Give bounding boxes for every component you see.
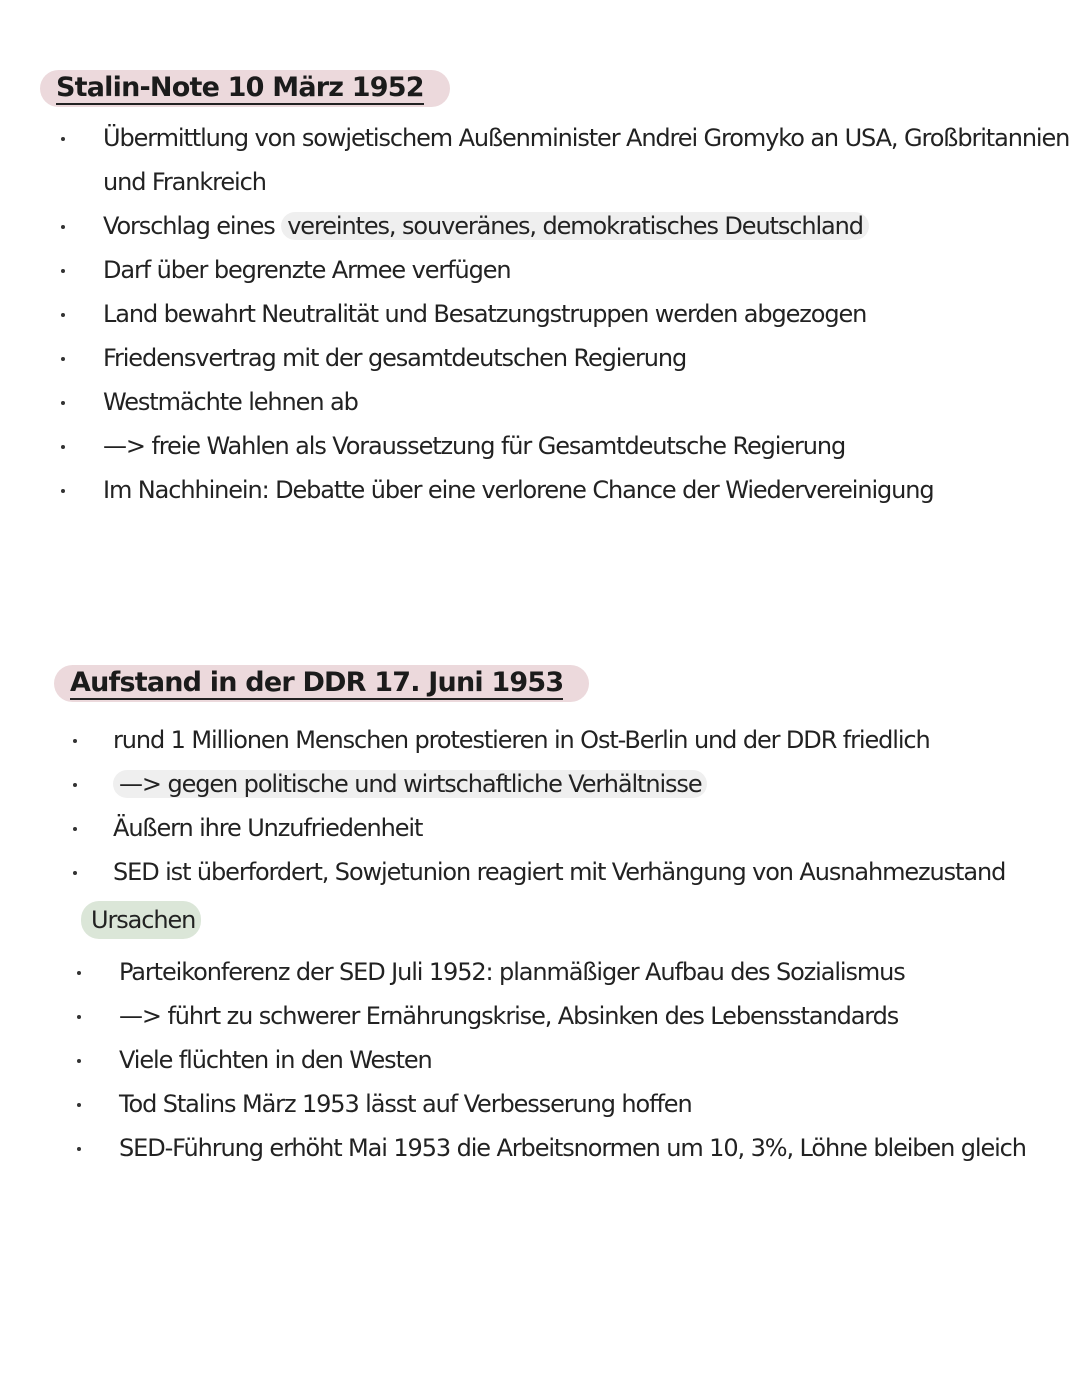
section-title: Stalin-Note 10 März 1952 xyxy=(56,72,424,103)
list-item-text: Äußern ihre Unzufriedenheit xyxy=(113,814,423,842)
bullet-icon xyxy=(77,1103,81,1107)
bullet-icon xyxy=(61,313,65,317)
list-item xyxy=(103,336,1069,380)
stalin-note-list xyxy=(103,116,1069,512)
list-item-text: rund 1 Millionen Menschen protestieren in Ost-Berlin und der DDR friedlich xyxy=(113,726,930,754)
section-heading-aufstand xyxy=(54,665,589,702)
list-item-text: —> führt zu schwerer Ernährungskrise, Absinken des Lebensstandards xyxy=(119,1002,899,1030)
bullet-icon xyxy=(61,401,65,405)
list-item xyxy=(103,292,1069,336)
list-item-text: Darf über begrenzte Armee verfügen xyxy=(103,256,511,284)
bullet-icon xyxy=(77,1015,81,1019)
bullet-icon xyxy=(61,269,65,273)
list-item-text: Parteikonferenz der SED Juli 1952: planmäßiger Aufbau des Sozialismus xyxy=(119,958,905,986)
bullet-icon xyxy=(77,1059,81,1063)
list-item-text: Vorschlag eines xyxy=(103,212,282,240)
list-item-text: Friedensvertrag mit der gesamtdeutschen Regierung xyxy=(103,344,687,372)
bullet-icon xyxy=(73,827,77,831)
highlighted-text: vereintes, souveränes, demokratisches Deutschland xyxy=(281,212,869,240)
list-item xyxy=(103,116,1069,160)
list-item-text: Übermittlung von sowjetischem Außenminister Andrei Gromyko an USA, Großbritannien xyxy=(103,124,1070,152)
subheading-ursachen: Ursachen xyxy=(81,901,201,939)
list-item-text: —> freie Wahlen als Voraussetzung für Gesamtdeutsche Regierung xyxy=(103,432,846,460)
bullet-icon xyxy=(61,445,65,449)
bullet-icon xyxy=(77,1147,81,1151)
list-item xyxy=(103,380,1069,424)
bullet-icon xyxy=(61,489,65,493)
list-item xyxy=(119,1082,1026,1126)
highlighted-text: —> gegen politische und wirtschaftliche Verhältnisse xyxy=(113,770,707,798)
list-item xyxy=(103,160,1069,204)
list-item xyxy=(113,806,1005,850)
list-item xyxy=(119,1126,1026,1170)
list-item xyxy=(103,248,1069,292)
bullet-icon xyxy=(73,783,77,787)
list-item-text: Land bewahrt Neutralität und Besatzungstruppen werden abgezogen xyxy=(103,300,867,328)
list-item-text: SED-Führung erhöht Mai 1953 die Arbeitsnormen um 10, 3%, Löhne bleiben gleich xyxy=(119,1134,1026,1162)
list-item xyxy=(113,762,1005,806)
section-title: Aufstand in der DDR 17. Juni 1953 xyxy=(70,667,564,698)
bullet-icon xyxy=(77,971,81,975)
list-item xyxy=(103,424,1069,468)
list-item xyxy=(119,1038,1026,1082)
list-item xyxy=(103,468,1069,512)
bullet-icon xyxy=(73,739,77,743)
list-item-text: und Frankreich xyxy=(103,168,266,196)
list-item xyxy=(113,718,1005,762)
list-item xyxy=(119,994,1026,1038)
bullet-icon xyxy=(61,357,65,361)
aufstand-list xyxy=(113,718,1005,894)
ursachen-list xyxy=(119,950,1026,1170)
list-item xyxy=(113,850,1005,894)
bullet-icon xyxy=(61,137,65,141)
list-item-text: SED ist überfordert, Sowjetunion reagiert mit Verhängung von Ausnahmezustand xyxy=(113,858,1006,886)
list-item xyxy=(103,204,1069,248)
section-heading-stalin-note xyxy=(40,70,450,107)
list-item-text: Im Nachhinein: Debatte über eine verlorene Chance der Wiedervereinigung xyxy=(103,476,934,504)
list-item-text: Westmächte lehnen ab xyxy=(103,388,358,416)
list-item xyxy=(119,950,1026,994)
bullet-icon xyxy=(61,225,65,229)
bullet-icon xyxy=(73,871,77,875)
list-item-text: Viele flüchten in den Westen xyxy=(119,1046,432,1074)
list-item-text: Tod Stalins März 1953 lässt auf Verbesserung hoffen xyxy=(119,1090,692,1118)
